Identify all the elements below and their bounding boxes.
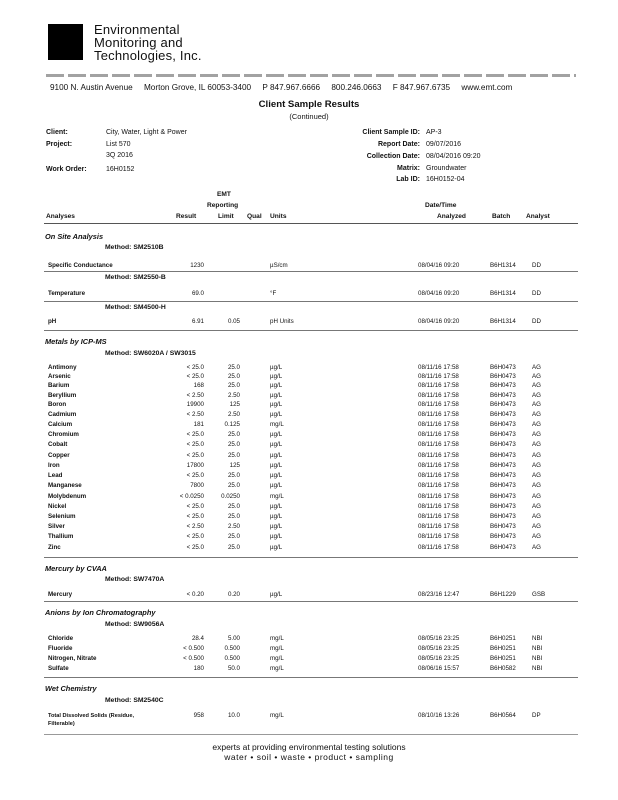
cell-analyte: Beryllium <box>48 392 77 399</box>
table-row <box>0 472 618 481</box>
labid-label: Lab ID: <box>396 176 420 183</box>
cell-analyte: Manganese <box>48 482 82 489</box>
cell-batch: B6H0473 <box>490 544 516 551</box>
cell-units: mg/L <box>270 635 284 642</box>
tollfree: 800.246.0663 <box>331 83 382 92</box>
cell-limit: 0.500 <box>224 645 240 652</box>
cell-limit: 5.00 <box>227 635 240 642</box>
project-value-2: 3Q 2016 <box>106 152 133 159</box>
cell-limit: 25.0 <box>227 373 240 380</box>
cell-units: µS/cm <box>270 262 288 269</box>
cell-date: 08/04/16 09:20 <box>418 262 460 269</box>
cell-batch: B6H0473 <box>490 441 516 448</box>
cell-result: < 25.0 <box>186 503 204 510</box>
cell-result: < 25.0 <box>186 441 204 448</box>
cell-analyte: Nitrogen, Nitrate <box>48 655 97 662</box>
cell-result: 168 <box>193 382 204 389</box>
cell-batch: B6H0473 <box>490 401 516 408</box>
table-row <box>0 493 618 502</box>
method-label: Method: SW6020A / SW3015 <box>105 350 196 357</box>
cell-batch: B6H0473 <box>490 452 516 459</box>
city: Morton Grove, IL 60053-3400 <box>143 83 252 92</box>
cell-analyst: AG <box>532 462 541 469</box>
cell-analyte: Barium <box>48 382 70 389</box>
cell-analyst: AG <box>532 382 541 389</box>
cell-date: 08/11/16 17:58 <box>418 493 459 500</box>
cell-analyst: AG <box>532 364 541 371</box>
fax: F 847.967.6735 <box>392 83 451 92</box>
workorder-value: 16H0152 <box>106 166 135 173</box>
cell-analyst: AG <box>532 373 541 380</box>
header-dotted-rule <box>46 74 576 77</box>
cell-analyte: Lead <box>48 472 63 479</box>
cell-analyst: AG <box>532 421 541 428</box>
cell-batch: B6H0251 <box>490 645 516 652</box>
cell-result: 1230 <box>190 262 204 269</box>
cell-units: µg/L <box>270 513 283 520</box>
client-value: City, Water, Light & Power <box>106 129 187 136</box>
cell-analyst: AG <box>532 482 541 489</box>
table-row <box>0 382 618 391</box>
cell-analyte: pH <box>48 318 57 325</box>
cell-limit: 10.0 <box>227 712 240 719</box>
cell-analyst: DD <box>532 262 541 269</box>
cell-result: < 25.0 <box>186 472 204 479</box>
method-label: Method: SM4500-H <box>105 304 166 311</box>
company-name-line1: Environmental <box>94 22 180 37</box>
cell-units: µg/L <box>270 482 283 489</box>
cell-result: < 0.0250 <box>179 493 204 500</box>
cell-date: 08/11/16 17:58 <box>418 364 459 371</box>
table-row <box>0 655 618 664</box>
cell-limit: 25.0 <box>227 544 240 551</box>
cell-units: mg/L <box>270 655 284 662</box>
cell-analyte: Temperature <box>48 290 86 297</box>
footer-rule <box>44 734 578 735</box>
company-name-line3: Technologies, Inc. <box>94 48 202 63</box>
sampleid-label: Client Sample ID: <box>362 129 420 136</box>
cell-result: < 25.0 <box>186 373 204 380</box>
matrix-label: Matrix: <box>397 165 420 172</box>
cell-date: 08/11/16 17:58 <box>418 421 459 428</box>
cell-date: 08/11/16 17:58 <box>418 533 459 540</box>
cell-result: < 2.50 <box>186 392 204 399</box>
cell-analyst: AG <box>532 533 541 540</box>
cell-analyst: AG <box>532 493 541 500</box>
cell-analyte: Arsenic <box>48 373 71 380</box>
cell-limit: 0.20 <box>227 591 240 598</box>
section-divider <box>44 677 578 678</box>
cell-units: µg/L <box>270 441 283 448</box>
cell-date: 08/11/16 17:58 <box>418 382 459 389</box>
cell-units: mg/L <box>270 712 284 719</box>
footer-tagline: experts at providing environmental testing solutions <box>212 742 406 752</box>
cell-batch: B6H1314 <box>490 318 516 325</box>
cell-analyte: Antimony <box>48 364 77 371</box>
table-row <box>0 513 618 522</box>
cell-limit: 25.0 <box>227 472 240 479</box>
cell-batch: B6H0251 <box>490 655 516 662</box>
table-row <box>0 431 618 440</box>
cell-analyte: Total Dissolved Solids (Residue, Filterable) <box>48 713 134 727</box>
cell-result: 19900 <box>186 401 204 408</box>
cell-limit: 50.0 <box>227 665 240 672</box>
cell-limit: 0.500 <box>224 655 240 662</box>
method-label: Method: SM2510B <box>105 244 164 251</box>
cell-units: µg/L <box>270 452 283 459</box>
cell-result: < 25.0 <box>186 452 204 459</box>
cell-date: 08/11/16 17:58 <box>418 544 459 551</box>
cell-analyte: Cadmium <box>48 411 77 418</box>
cell-units: mg/L <box>270 493 284 500</box>
table-row <box>0 411 618 420</box>
cell-limit: 0.05 <box>227 318 240 325</box>
cell-date: 08/11/16 17:58 <box>418 401 459 408</box>
cell-analyst: NBI <box>532 645 543 652</box>
cell-limit: 2.50 <box>227 392 240 399</box>
table-row <box>0 392 618 401</box>
cell-limit: 25.0 <box>227 382 240 389</box>
method-label: Method: SW9056A <box>105 621 165 628</box>
cell-analyte: Selenium <box>48 513 76 520</box>
cell-units: µg/L <box>270 472 283 479</box>
cell-analyst: AG <box>532 513 541 520</box>
table-row <box>0 503 618 512</box>
table-row <box>0 290 618 299</box>
table-row <box>0 262 618 271</box>
cell-analyst: NBI <box>532 655 543 662</box>
cell-analyst: AG <box>532 503 541 510</box>
table-row <box>0 645 618 654</box>
cell-date: 08/10/16 13:26 <box>418 712 460 719</box>
cell-batch: B6H0473 <box>490 523 516 530</box>
table-row <box>0 544 618 553</box>
cell-result: < 25.0 <box>186 364 204 371</box>
col-analyzed: Analyzed <box>437 213 466 220</box>
cell-date: 08/06/16 15:57 <box>418 665 460 672</box>
cell-batch: B6H0582 <box>490 665 516 672</box>
client-label: Client: <box>46 129 68 136</box>
cell-batch: B6H0473 <box>490 421 516 428</box>
cell-limit: 2.50 <box>227 523 240 530</box>
cell-result: 17800 <box>186 462 204 469</box>
cell-analyst: DD <box>532 290 541 297</box>
cell-date: 08/05/16 23:25 <box>418 635 460 642</box>
cell-analyst: DP <box>532 712 541 719</box>
cell-analyst: AG <box>532 401 541 408</box>
cell-limit: 125 <box>229 401 240 408</box>
cell-units: µg/L <box>270 591 283 598</box>
cell-units: µg/L <box>270 382 283 389</box>
cell-units: µg/L <box>270 503 283 510</box>
section-title: On Site Analysis <box>45 232 104 241</box>
col-reporting: Reporting <box>207 202 239 209</box>
table-row <box>0 635 618 644</box>
cell-analyte: Silver <box>48 523 65 530</box>
cell-analyte: Zinc <box>48 544 61 551</box>
cell-limit: 25.0 <box>227 452 240 459</box>
cell-analyte: Chromium <box>48 431 79 438</box>
cell-date: 08/04/16 09:20 <box>418 318 460 325</box>
cell-date: 08/23/16 12:47 <box>418 591 460 598</box>
cell-date: 08/11/16 17:58 <box>418 373 459 380</box>
project-label: Project: <box>46 141 73 148</box>
cell-batch: B6H1314 <box>490 290 516 297</box>
cell-units: µg/L <box>270 533 283 540</box>
cell-units: mg/L <box>270 645 284 652</box>
cell-date: 08/11/16 17:58 <box>418 392 459 399</box>
cell-batch: B6H0473 <box>490 493 516 500</box>
sampleid-value: AP-3 <box>426 129 442 136</box>
cell-units: µg/L <box>270 392 283 399</box>
cell-date: 08/11/16 17:58 <box>418 452 459 459</box>
cell-units: µg/L <box>270 401 283 408</box>
company-name <box>94 23 202 62</box>
cell-result: < 25.0 <box>186 513 204 520</box>
collection-value: 08/04/2016 09:20 <box>426 153 481 160</box>
cell-analyte: Calcium <box>48 421 73 428</box>
cell-analyte: Boron <box>48 401 67 408</box>
cell-batch: B6H1314 <box>490 262 516 269</box>
cell-batch: B6H0564 <box>490 712 516 719</box>
reportdate-value: 09/07/2016 <box>426 141 462 148</box>
cell-batch: B6H0473 <box>490 472 516 479</box>
cell-limit: 0.0250 <box>221 493 240 500</box>
cell-result: < 2.50 <box>186 411 204 418</box>
cell-limit: 0.125 <box>224 421 240 428</box>
cell-limit: 2.50 <box>227 411 240 418</box>
cell-date: 08/05/16 23:25 <box>418 645 460 652</box>
table-row <box>0 373 618 382</box>
cell-units: µg/L <box>270 462 283 469</box>
cell-analyst: DD <box>532 318 541 325</box>
cell-limit: 25.0 <box>227 364 240 371</box>
table-row <box>0 712 618 727</box>
cell-date: 08/11/16 17:58 <box>418 523 459 530</box>
section-divider <box>44 557 578 558</box>
project-value: List 570 <box>106 141 131 148</box>
cell-units: µg/L <box>270 523 283 530</box>
col-analyses: Analyses <box>46 213 75 220</box>
phone: P 847.967.6666 <box>262 83 321 92</box>
cell-units: °F <box>270 290 277 297</box>
col-emt: EMT <box>217 191 231 198</box>
cell-units: µg/L <box>270 411 283 418</box>
cell-date: 08/11/16 17:58 <box>418 411 459 418</box>
website-link[interactable]: www.emt.com <box>461 83 513 92</box>
company-name-line2: Monitoring and <box>94 35 183 50</box>
section-divider <box>44 330 578 331</box>
table-row <box>0 462 618 471</box>
cell-date: 08/11/16 17:58 <box>418 472 459 479</box>
cell-analyst: AG <box>532 544 541 551</box>
cell-analyte: Sulfate <box>48 665 69 672</box>
col-result: Result <box>176 213 197 220</box>
cell-date: 08/11/16 17:58 <box>418 431 459 438</box>
cell-units: mg/L <box>270 421 284 428</box>
section-title: Anions by Ion Chromatography <box>45 608 156 617</box>
cell-result: 28.4 <box>191 635 204 642</box>
table-row <box>0 421 618 430</box>
cell-result: < 0.500 <box>183 645 204 652</box>
cell-date: 08/11/16 17:58 <box>418 503 459 510</box>
cell-analyte: Mercury <box>48 591 73 598</box>
section-title: Metals by ICP-MS <box>45 337 107 346</box>
cell-limit: 25.0 <box>227 482 240 489</box>
cell-limit: 25.0 <box>227 441 240 448</box>
cell-result: < 25.0 <box>186 544 204 551</box>
collection-label: Collection Date: <box>366 153 420 160</box>
cell-date: 08/05/16 23:25 <box>418 655 460 662</box>
cell-units: µg/L <box>270 431 283 438</box>
cell-limit: 125 <box>229 462 240 469</box>
cell-date: 08/11/16 17:58 <box>418 462 459 469</box>
header-rule <box>44 223 578 224</box>
cell-date: 08/11/16 17:58 <box>418 441 459 448</box>
cell-analyte: Molybdenum <box>48 493 87 500</box>
cell-batch: B6H0251 <box>490 635 516 642</box>
address: 9100 N. Austin Avenue <box>50 83 133 92</box>
table-row <box>0 591 618 600</box>
cell-batch: B6H0473 <box>490 482 516 489</box>
cell-date: 08/11/16 17:58 <box>418 513 459 520</box>
cell-analyte: Nickel <box>48 503 67 510</box>
cell-analyst: GSB <box>532 591 546 598</box>
cell-result: < 25.0 <box>186 431 204 438</box>
cell-batch: B6H0473 <box>490 411 516 418</box>
col-qual: Qual <box>247 213 262 220</box>
page-subtitle: (Continued) <box>289 112 329 121</box>
company-logo <box>48 24 83 60</box>
page-title: Client Sample Results <box>258 99 360 110</box>
section-title: Mercury by CVAA <box>45 564 107 573</box>
cell-limit: 25.0 <box>227 513 240 520</box>
col-batch: Batch <box>492 213 511 220</box>
cell-analyst: AG <box>532 392 541 399</box>
cell-batch: B6H0473 <box>490 373 516 380</box>
cell-units: µg/L <box>270 373 283 380</box>
cell-units: µg/L <box>270 364 283 371</box>
table-row <box>0 441 618 450</box>
cell-analyte: Copper <box>48 452 70 459</box>
method-label: Method: SM2540C <box>105 697 164 704</box>
reportdate-label: Report Date: <box>377 141 420 148</box>
table-row <box>0 452 618 461</box>
cell-limit: 25.0 <box>227 533 240 540</box>
table-row <box>0 401 618 410</box>
method-label: Method: SM2550-B <box>105 274 166 281</box>
cell-analyst: AG <box>532 472 541 479</box>
cell-result: 69.0 <box>191 290 204 297</box>
table-row <box>0 364 618 373</box>
cell-units: mg/L <box>270 665 284 672</box>
col-datetime: Date/Time <box>425 202 457 209</box>
cell-result: < 25.0 <box>186 533 204 540</box>
cell-result: < 2.50 <box>186 523 204 530</box>
cell-batch: B6H1229 <box>490 591 516 598</box>
cell-analyst: AG <box>532 441 541 448</box>
cell-result: 7800 <box>190 482 204 489</box>
labid-value: 16H0152-04 <box>426 176 465 183</box>
method-divider <box>44 271 578 272</box>
footer-services: water • soil • waste • product • sampling <box>224 752 394 762</box>
cell-batch: B6H0473 <box>490 382 516 389</box>
table-row <box>0 665 618 674</box>
table-row <box>0 523 618 532</box>
cell-analyte: Thallium <box>48 533 74 540</box>
method-divider <box>44 301 578 302</box>
cell-units: pH Units <box>270 318 294 325</box>
cell-analyst: AG <box>532 431 541 438</box>
section-divider <box>44 601 578 602</box>
cell-analyte: Cobalt <box>48 441 68 448</box>
cell-batch: B6H0473 <box>490 503 516 510</box>
cell-result: < 0.500 <box>183 655 204 662</box>
cell-analyst: AG <box>532 411 541 418</box>
cell-result: 6.91 <box>191 318 204 325</box>
col-units: Units <box>270 213 287 220</box>
cell-limit: 25.0 <box>227 431 240 438</box>
section-title: Wet Chemistry <box>45 684 97 693</box>
cell-limit: 25.0 <box>227 503 240 510</box>
table-row <box>0 318 618 327</box>
cell-analyst: NBI <box>532 635 543 642</box>
cell-batch: B6H0473 <box>490 462 516 469</box>
cell-result: 180 <box>193 665 204 672</box>
cell-units: µg/L <box>270 544 283 551</box>
cell-analyst: AG <box>532 523 541 530</box>
cell-batch: B6H0473 <box>490 533 516 540</box>
col-analyst: Analyst <box>526 213 550 220</box>
table-row <box>0 533 618 542</box>
cell-date: 08/04/16 09:20 <box>418 290 460 297</box>
cell-analyte: Chloride <box>48 635 74 642</box>
cell-batch: B6H0473 <box>490 431 516 438</box>
cell-result: < 0.20 <box>186 591 204 598</box>
cell-batch: B6H0473 <box>490 392 516 399</box>
cell-result: 958 <box>193 712 204 719</box>
matrix-value: Groundwater <box>426 165 467 172</box>
cell-analyte: Specific Conductance <box>48 262 113 269</box>
cell-analyte: Fluoride <box>48 645 73 652</box>
company-contact <box>50 83 521 92</box>
workorder-label: Work Order: <box>46 166 87 173</box>
cell-batch: B6H0473 <box>490 364 516 371</box>
cell-date: 08/11/16 17:58 <box>418 482 459 489</box>
col-limit: Limit <box>218 213 234 220</box>
method-label: Method: SW7470A <box>105 576 165 583</box>
cell-analyst: AG <box>532 452 541 459</box>
cell-analyte: Iron <box>48 462 60 469</box>
cell-result: 181 <box>193 421 204 428</box>
cell-analyst: NBI <box>532 665 543 672</box>
table-row <box>0 482 618 491</box>
cell-batch: B6H0473 <box>490 513 516 520</box>
